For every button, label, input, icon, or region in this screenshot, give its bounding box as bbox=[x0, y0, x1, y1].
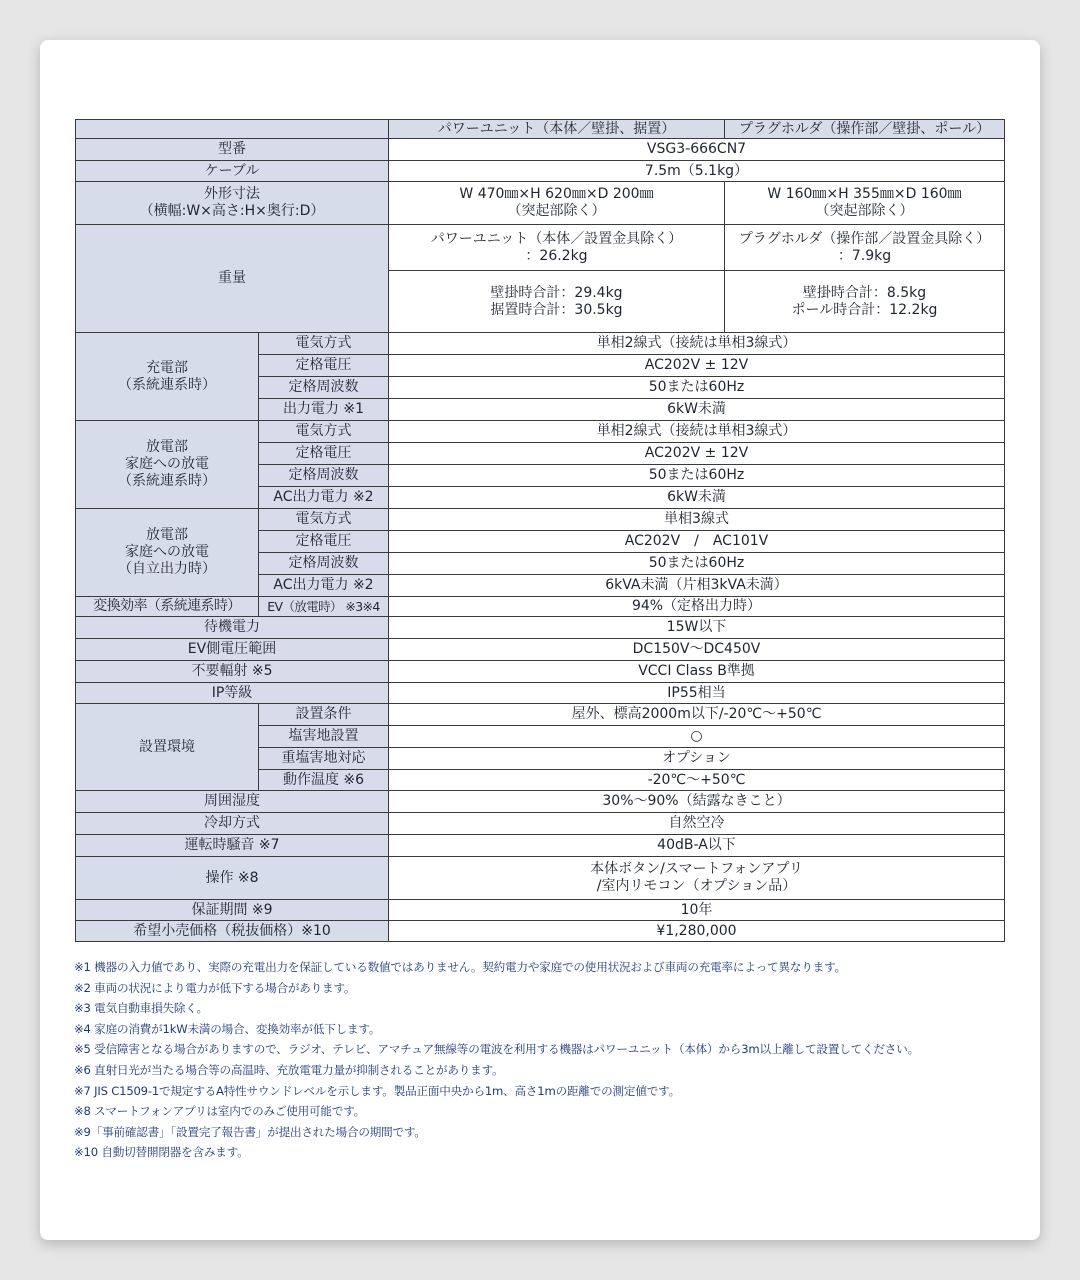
table-row bbox=[76, 421, 1005, 443]
sub-label: 塩害地設置 bbox=[259, 726, 389, 748]
header-power-unit: パワーユニット（本体／壁掛、据置） bbox=[389, 120, 725, 139]
sub-label: 電気方式 bbox=[259, 509, 389, 531]
footnote: ※8 スマートフォンアプリは室内でのみご使用可能です。 bbox=[74, 1104, 366, 1119]
group-label-line: （系統連系時） bbox=[118, 473, 216, 489]
table-header-row bbox=[76, 120, 1005, 139]
table-row bbox=[76, 857, 1005, 900]
dims-value-line: W 470㎜×H 620㎜×D 200㎜ bbox=[459, 186, 654, 202]
sub-label: 定格周波数 bbox=[259, 465, 389, 487]
footnotes bbox=[74, 957, 1014, 1163]
group-label bbox=[76, 509, 259, 597]
spec-table bbox=[75, 119, 1005, 942]
table-row bbox=[76, 509, 1005, 531]
row-label: 不要輻射 ※5 bbox=[76, 661, 389, 683]
table-row bbox=[76, 182, 1005, 225]
sub-label: AC出力電力 ※2 bbox=[259, 487, 389, 509]
row-value: オプション bbox=[389, 748, 1005, 770]
row-value: AC202V / AC101V bbox=[389, 531, 1005, 553]
table-row bbox=[76, 161, 1005, 182]
footnote: ※3 電気自動車損失除く。 bbox=[74, 1001, 208, 1016]
row-value bbox=[725, 182, 1005, 225]
dims-value-line: W 160㎜×H 355㎜×D 160㎜ bbox=[767, 186, 962, 202]
row-label: 待機電力 bbox=[76, 617, 389, 639]
group-label-line: （自立出力時） bbox=[118, 561, 216, 577]
table-row bbox=[76, 704, 1005, 726]
row-value bbox=[389, 225, 725, 271]
group-label-line: （系統連系時） bbox=[118, 376, 216, 393]
row-value: 40dB-A以下 bbox=[389, 835, 1005, 857]
table-row bbox=[76, 639, 1005, 661]
footnote: ※4 家庭の消費が1kW未満の場合、変換効率が低下します。 bbox=[74, 1021, 381, 1036]
dims-label-line: （横幅:W×高さ:H×奥行:D） bbox=[139, 203, 325, 219]
row-label: 周囲湿度 bbox=[76, 791, 389, 813]
row-label: 冷却方式 bbox=[76, 813, 389, 835]
row-label: 型番 bbox=[76, 139, 389, 161]
table-row bbox=[76, 597, 1005, 617]
sub-label: 設置条件 bbox=[259, 704, 389, 726]
weight-value-line: ポール時合計：12.2kg bbox=[791, 301, 938, 318]
row-label: 希望小売価格（税抜価格）※10 bbox=[76, 921, 389, 942]
sub-label: 定格電圧 bbox=[259, 443, 389, 465]
row-value bbox=[725, 271, 1005, 333]
group-label-line: 充電部 bbox=[146, 359, 188, 376]
row-value: 屋外、標高2000m以下/-20℃～+50℃ bbox=[389, 704, 1005, 726]
row-value bbox=[389, 182, 725, 225]
sub-label: 電気方式 bbox=[259, 421, 389, 443]
table-row bbox=[76, 835, 1005, 857]
row-value: AC202V ± 12V bbox=[389, 355, 1005, 377]
row-value bbox=[389, 271, 725, 333]
dims-value-line: （突起部除く） bbox=[507, 203, 606, 219]
group-label-line: 家庭への放電 bbox=[125, 456, 209, 472]
row-value: 10年 bbox=[389, 900, 1005, 921]
row-label: 変換効率（系統連系時） bbox=[76, 597, 259, 617]
sub-label: EV（放電時） ※3※4 bbox=[259, 597, 389, 617]
footnote: ※10 自動切替開閉器を含みます。 bbox=[74, 1145, 249, 1160]
weight-value-line: プラグホルダ（操作部／設置金具除く） bbox=[738, 230, 991, 247]
sub-label: 定格電圧 bbox=[259, 531, 389, 553]
row-value: 自然空冷 bbox=[389, 813, 1005, 835]
weight-value-line: ：7.9kg bbox=[837, 247, 892, 264]
row-value: AC202V ± 12V bbox=[389, 443, 1005, 465]
row-value: 単相2線式（接続は単相3線式） bbox=[389, 421, 1005, 443]
table-row bbox=[76, 661, 1005, 683]
sub-label: 電気方式 bbox=[259, 333, 389, 355]
table-row bbox=[76, 791, 1005, 813]
row-value: 50または60Hz bbox=[389, 377, 1005, 399]
row-value: VCCI Class B準拠 bbox=[389, 661, 1005, 683]
table-row bbox=[76, 225, 1005, 271]
row-value: 6kW未満 bbox=[389, 399, 1005, 421]
row-label: EV側電圧範囲 bbox=[76, 639, 389, 661]
table-row bbox=[76, 813, 1005, 835]
row-value: IP55相当 bbox=[389, 683, 1005, 704]
row-value: 単相3線式 bbox=[389, 509, 1005, 531]
row-value: ○ bbox=[389, 726, 1005, 748]
header-blank-cell bbox=[76, 120, 389, 139]
footnote: ※7 JIS C1509-1で規定するA特性サウンドレベルを示します。製品正面中央から1m、高さ1mの距離での測定値です。 bbox=[74, 1083, 680, 1098]
weight-value-line: 壁掛時合計：8.5kg bbox=[802, 284, 927, 301]
row-label: 操作 ※8 bbox=[76, 857, 389, 900]
row-label: 重量 bbox=[76, 225, 389, 333]
group-label-line: 家庭への放電 bbox=[125, 544, 209, 560]
group-label: 設置環境 bbox=[76, 704, 259, 791]
row-value: 50または60Hz bbox=[389, 465, 1005, 487]
row-label: 保証期間 ※9 bbox=[76, 900, 389, 921]
table-row bbox=[76, 900, 1005, 921]
row-value: 15W以下 bbox=[389, 617, 1005, 639]
sub-label: 定格周波数 bbox=[259, 377, 389, 399]
row-value: 94%（定格出力時） bbox=[389, 597, 1005, 617]
weight-value-line: 壁掛時合計：29.4kg bbox=[490, 284, 623, 301]
sub-label: 定格周波数 bbox=[259, 553, 389, 575]
header-plug-holder: プラグホルダ（操作部／壁掛、ポール） bbox=[725, 120, 1005, 139]
row-value: 単相2線式（接続は単相3線式） bbox=[389, 333, 1005, 355]
weight-value-line: 据置時合計：30.5kg bbox=[490, 301, 623, 318]
group-label-line: 放電部 bbox=[146, 439, 188, 455]
row-value: 6kW未満 bbox=[389, 487, 1005, 509]
row-value: 7.5m（5.1kg） bbox=[389, 161, 1005, 182]
dims-label-line: 外形寸法 bbox=[204, 186, 260, 202]
spec-card bbox=[40, 40, 1040, 1240]
footnote: ※9「事前確認書」「設置完了報告書」が提出された場合の期間です。 bbox=[74, 1124, 426, 1139]
table-row bbox=[76, 921, 1005, 942]
table-row bbox=[76, 683, 1005, 704]
operation-value-line: 本体ボタン/スマートフォンアプリ bbox=[590, 861, 803, 877]
footnote: ※1 機器の入力値であり、実際の充電出力を保証している数値ではありません。契約電力や家庭での使用状況および車両の充電率によって異なります。 bbox=[74, 960, 846, 974]
row-value: DC150V～DC450V bbox=[389, 639, 1005, 661]
row-value: 6kVA未満（片相3kVA未満） bbox=[389, 575, 1005, 597]
row-value bbox=[725, 225, 1005, 271]
row-value bbox=[389, 857, 1005, 900]
row-label: 運転時騒音 ※7 bbox=[76, 835, 389, 857]
table-row bbox=[76, 617, 1005, 639]
table-row bbox=[76, 333, 1005, 355]
sub-label: AC出力電力 ※2 bbox=[259, 575, 389, 597]
row-value: VSG3-666CN7 bbox=[389, 139, 1005, 161]
group-label bbox=[76, 333, 259, 421]
table-row bbox=[76, 139, 1005, 161]
footnote: ※5 受信障害となる場合がありますので、ラジオ、テレビ、アマチュア無線等の電波を利用する機器はパワーユニット（本体）から3m以上離して設置してください。 bbox=[74, 1042, 919, 1057]
operation-value-line: /室内リモコン（オプション品） bbox=[596, 878, 797, 894]
row-value: -20℃～+50℃ bbox=[389, 770, 1005, 791]
row-label: IP等級 bbox=[76, 683, 389, 704]
row-label: ケーブル bbox=[76, 161, 389, 182]
row-label bbox=[76, 182, 389, 225]
sub-label: 定格電圧 bbox=[259, 355, 389, 377]
dims-value-line: （突起部除く） bbox=[815, 203, 914, 219]
row-value: ¥1,280,000 bbox=[389, 921, 1005, 942]
sub-label: 動作温度 ※6 bbox=[259, 770, 389, 791]
weight-value-line: ：26.2kg bbox=[525, 247, 588, 264]
footnote: ※2 車両の状況により電力が低下する場合があります。 bbox=[74, 980, 356, 995]
row-value: 50または60Hz bbox=[389, 553, 1005, 575]
footnote: ※6 直射日光が当たる場合等の高温時、充放電電力量が抑制されることがあります。 bbox=[74, 1062, 504, 1077]
sub-label: 出力電力 ※1 bbox=[259, 399, 389, 421]
weight-value-line: パワーユニット（本体／設置金具除く） bbox=[430, 230, 683, 247]
group-label-line: 放電部 bbox=[146, 527, 188, 543]
row-value: 30%～90%（結露なきこと） bbox=[389, 791, 1005, 813]
sub-label: 重塩害地対応 bbox=[259, 748, 389, 770]
group-label bbox=[76, 421, 259, 509]
